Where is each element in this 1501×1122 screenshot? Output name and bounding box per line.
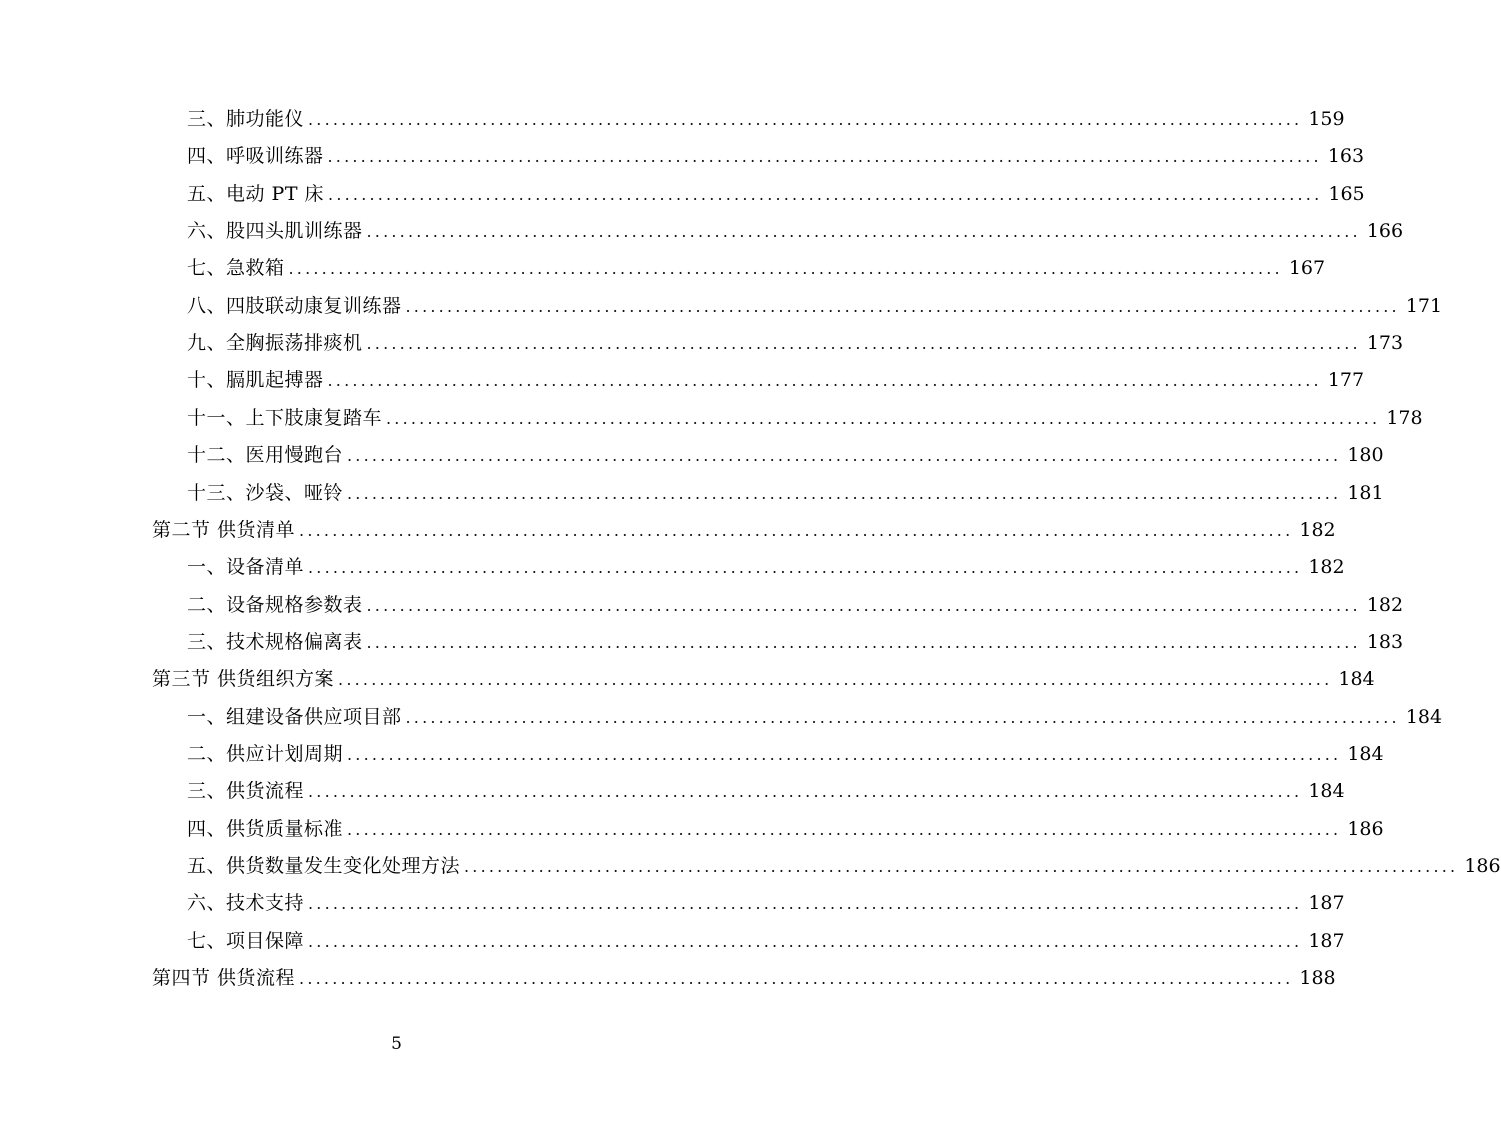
toc-entry[interactable] xyxy=(187,103,1345,135)
toc-dot-leader: ........................................................................................................................ xyxy=(366,595,1361,615)
toc-dot-leader: ........................................................................................................................ xyxy=(366,222,1361,242)
toc-dot-leader: ........................................................................................................................ xyxy=(386,408,1381,428)
toc-entry-page: 184 xyxy=(1338,668,1375,691)
toc-entry-title: 十、膈肌起搏器 xyxy=(187,369,324,392)
toc-dot-leader: ........................................................................................................................ xyxy=(347,744,1342,764)
toc-dot-leader: ........................................................................................................................ xyxy=(366,334,1361,354)
toc-entry-title: 一、设备清单 xyxy=(187,556,305,579)
toc-dot-leader: ........................................................................................................................ xyxy=(327,371,1322,391)
toc-entry[interactable] xyxy=(187,439,1384,471)
toc-entry-page: 180 xyxy=(1347,444,1384,467)
toc-dot-leader: ........................................................................................................................ xyxy=(308,931,1303,951)
toc-dot-leader: ........................................................................................................................ xyxy=(308,894,1303,914)
toc-entry-title: 二、供应计划周期 xyxy=(187,742,344,765)
toc-entry-page: 186 xyxy=(1464,855,1501,877)
toc-entry-page: 184 xyxy=(1405,705,1443,728)
toc-dot-leader: ........................................................................................................................ xyxy=(327,147,1322,167)
toc-entry-title: 三、肺功能仪 xyxy=(187,108,305,130)
toc-dot-leader: ........................................................................................................................ xyxy=(347,483,1342,503)
toc-dot-leader: ........................................................................................................................ xyxy=(366,632,1361,652)
toc-entry-page: 183 xyxy=(1366,630,1404,653)
toc-section-entry[interactable] xyxy=(152,514,1336,546)
toc-entry-title: 第二节 供货清单 xyxy=(152,518,296,541)
toc-entry[interactable] xyxy=(187,738,1384,770)
toc-entry-page: 177 xyxy=(1327,369,1365,392)
toc-entry-title: 七、急救箱 xyxy=(187,257,285,280)
toc-entry-title: 六、技术支持 xyxy=(187,892,305,915)
toc-entry-page: 165 xyxy=(1328,182,1365,205)
toc-entry[interactable] xyxy=(187,290,1443,322)
toc-section-entry[interactable] xyxy=(152,663,1375,695)
toc-entry-title: 十二、医用慢跑台 xyxy=(187,444,344,467)
toc-entry[interactable] xyxy=(187,364,1365,396)
toc-entry-title: 三、技术规格偏离表 xyxy=(187,630,363,653)
toc-entry[interactable] xyxy=(187,477,1384,509)
toc-entry[interactable] xyxy=(187,850,1501,882)
toc-dot-leader: ........................................................................................................................ xyxy=(347,819,1342,839)
toc-entry-page: 184 xyxy=(1308,780,1345,803)
toc-entry-title: 一、组建设备供应项目部 xyxy=(187,705,402,728)
toc-entry[interactable] xyxy=(187,402,1423,434)
toc-dot-leader: ........................................................................................................................ xyxy=(299,969,1294,989)
toc-entry[interactable] xyxy=(187,589,1404,621)
toc-entry-title: 五、电动 PT 床 xyxy=(187,182,325,205)
toc-entry-title: 二、设备规格参数表 xyxy=(187,593,363,616)
toc-entry-title: 八、四肢联动康复训练器 xyxy=(187,294,402,317)
toc-dot-leader: ........................................................................................................................ xyxy=(405,296,1400,316)
toc-entry-title: 九、全胸振荡排痰机 xyxy=(187,332,363,355)
toc-entry-title: 四、呼吸训练器 xyxy=(187,145,324,168)
toc-entry-page: 182 xyxy=(1308,556,1345,579)
toc-entry[interactable] xyxy=(187,775,1345,807)
toc-dot-leader: ........................................................................................................................ xyxy=(299,520,1294,540)
toc-entry-page: 182 xyxy=(1366,593,1404,616)
toc-entry-page: 167 xyxy=(1288,257,1326,280)
toc-dot-leader: ........................................................................................................................ xyxy=(308,558,1303,578)
toc-entry[interactable] xyxy=(187,178,1365,210)
toc-entry[interactable] xyxy=(187,626,1404,658)
toc-entry[interactable] xyxy=(187,925,1345,957)
toc-entry-title: 十一、上下肢康复踏车 xyxy=(187,406,383,429)
toc-dot-leader: ........................................................................................................................ xyxy=(338,670,1333,690)
toc-entry-page: 173 xyxy=(1366,332,1404,355)
toc-entry-title: 五、供货数量发生变化处理方法 xyxy=(187,855,461,877)
toc-entry-page: 188 xyxy=(1299,967,1336,990)
toc-dot-leader: ........................................................................................................................ xyxy=(308,110,1303,129)
toc-entry-page: 182 xyxy=(1299,518,1336,541)
toc-dot-leader: ........................................................................................................................ xyxy=(405,707,1400,727)
toc-entry[interactable] xyxy=(187,701,1443,733)
toc-entry[interactable] xyxy=(187,813,1384,845)
toc-entry-title: 六、股四头肌训练器 xyxy=(187,220,363,243)
toc-entry-title: 四、供货质量标准 xyxy=(187,817,344,840)
toc-entry-page: 187 xyxy=(1308,892,1345,915)
toc-entry[interactable] xyxy=(187,252,1326,284)
toc-entry-page: 184 xyxy=(1347,742,1384,765)
toc-entry-page: 181 xyxy=(1347,481,1384,504)
toc-entry[interactable] xyxy=(187,887,1345,919)
toc-dot-leader: ........................................................................................................................ xyxy=(308,782,1303,802)
page-number: 5 xyxy=(391,1034,402,1054)
toc-dot-leader: ........................................................................................................................ xyxy=(464,857,1459,876)
toc-entry[interactable] xyxy=(187,140,1365,172)
toc-entry-title: 三、供货流程 xyxy=(187,780,305,803)
toc-entry-title: 七、项目保障 xyxy=(187,929,305,952)
toc-entry-page: 187 xyxy=(1308,929,1345,952)
toc-entry-page: 163 xyxy=(1327,145,1365,168)
toc-entry-title: 第四节 供货流程 xyxy=(152,967,296,990)
toc-dot-leader: ........................................................................................................................ xyxy=(328,184,1323,204)
toc-entry-title: 十三、沙袋、哑铃 xyxy=(187,481,344,504)
toc-section-entry[interactable] xyxy=(152,962,1336,994)
toc-entry[interactable] xyxy=(187,215,1404,247)
toc-entry[interactable] xyxy=(187,551,1345,583)
toc-entry[interactable] xyxy=(187,327,1404,359)
toc-dot-leader: ........................................................................................................................ xyxy=(288,259,1283,279)
toc-entry-page: 171 xyxy=(1405,294,1443,317)
toc-entry-page: 159 xyxy=(1308,108,1345,130)
toc-entry-title: 第三节 供货组织方案 xyxy=(152,668,335,691)
toc-entry-page: 186 xyxy=(1347,817,1384,840)
toc-dot-leader: ........................................................................................................................ xyxy=(347,446,1342,466)
toc-entry-page: 166 xyxy=(1366,220,1404,243)
toc-entry-page: 178 xyxy=(1386,406,1423,429)
